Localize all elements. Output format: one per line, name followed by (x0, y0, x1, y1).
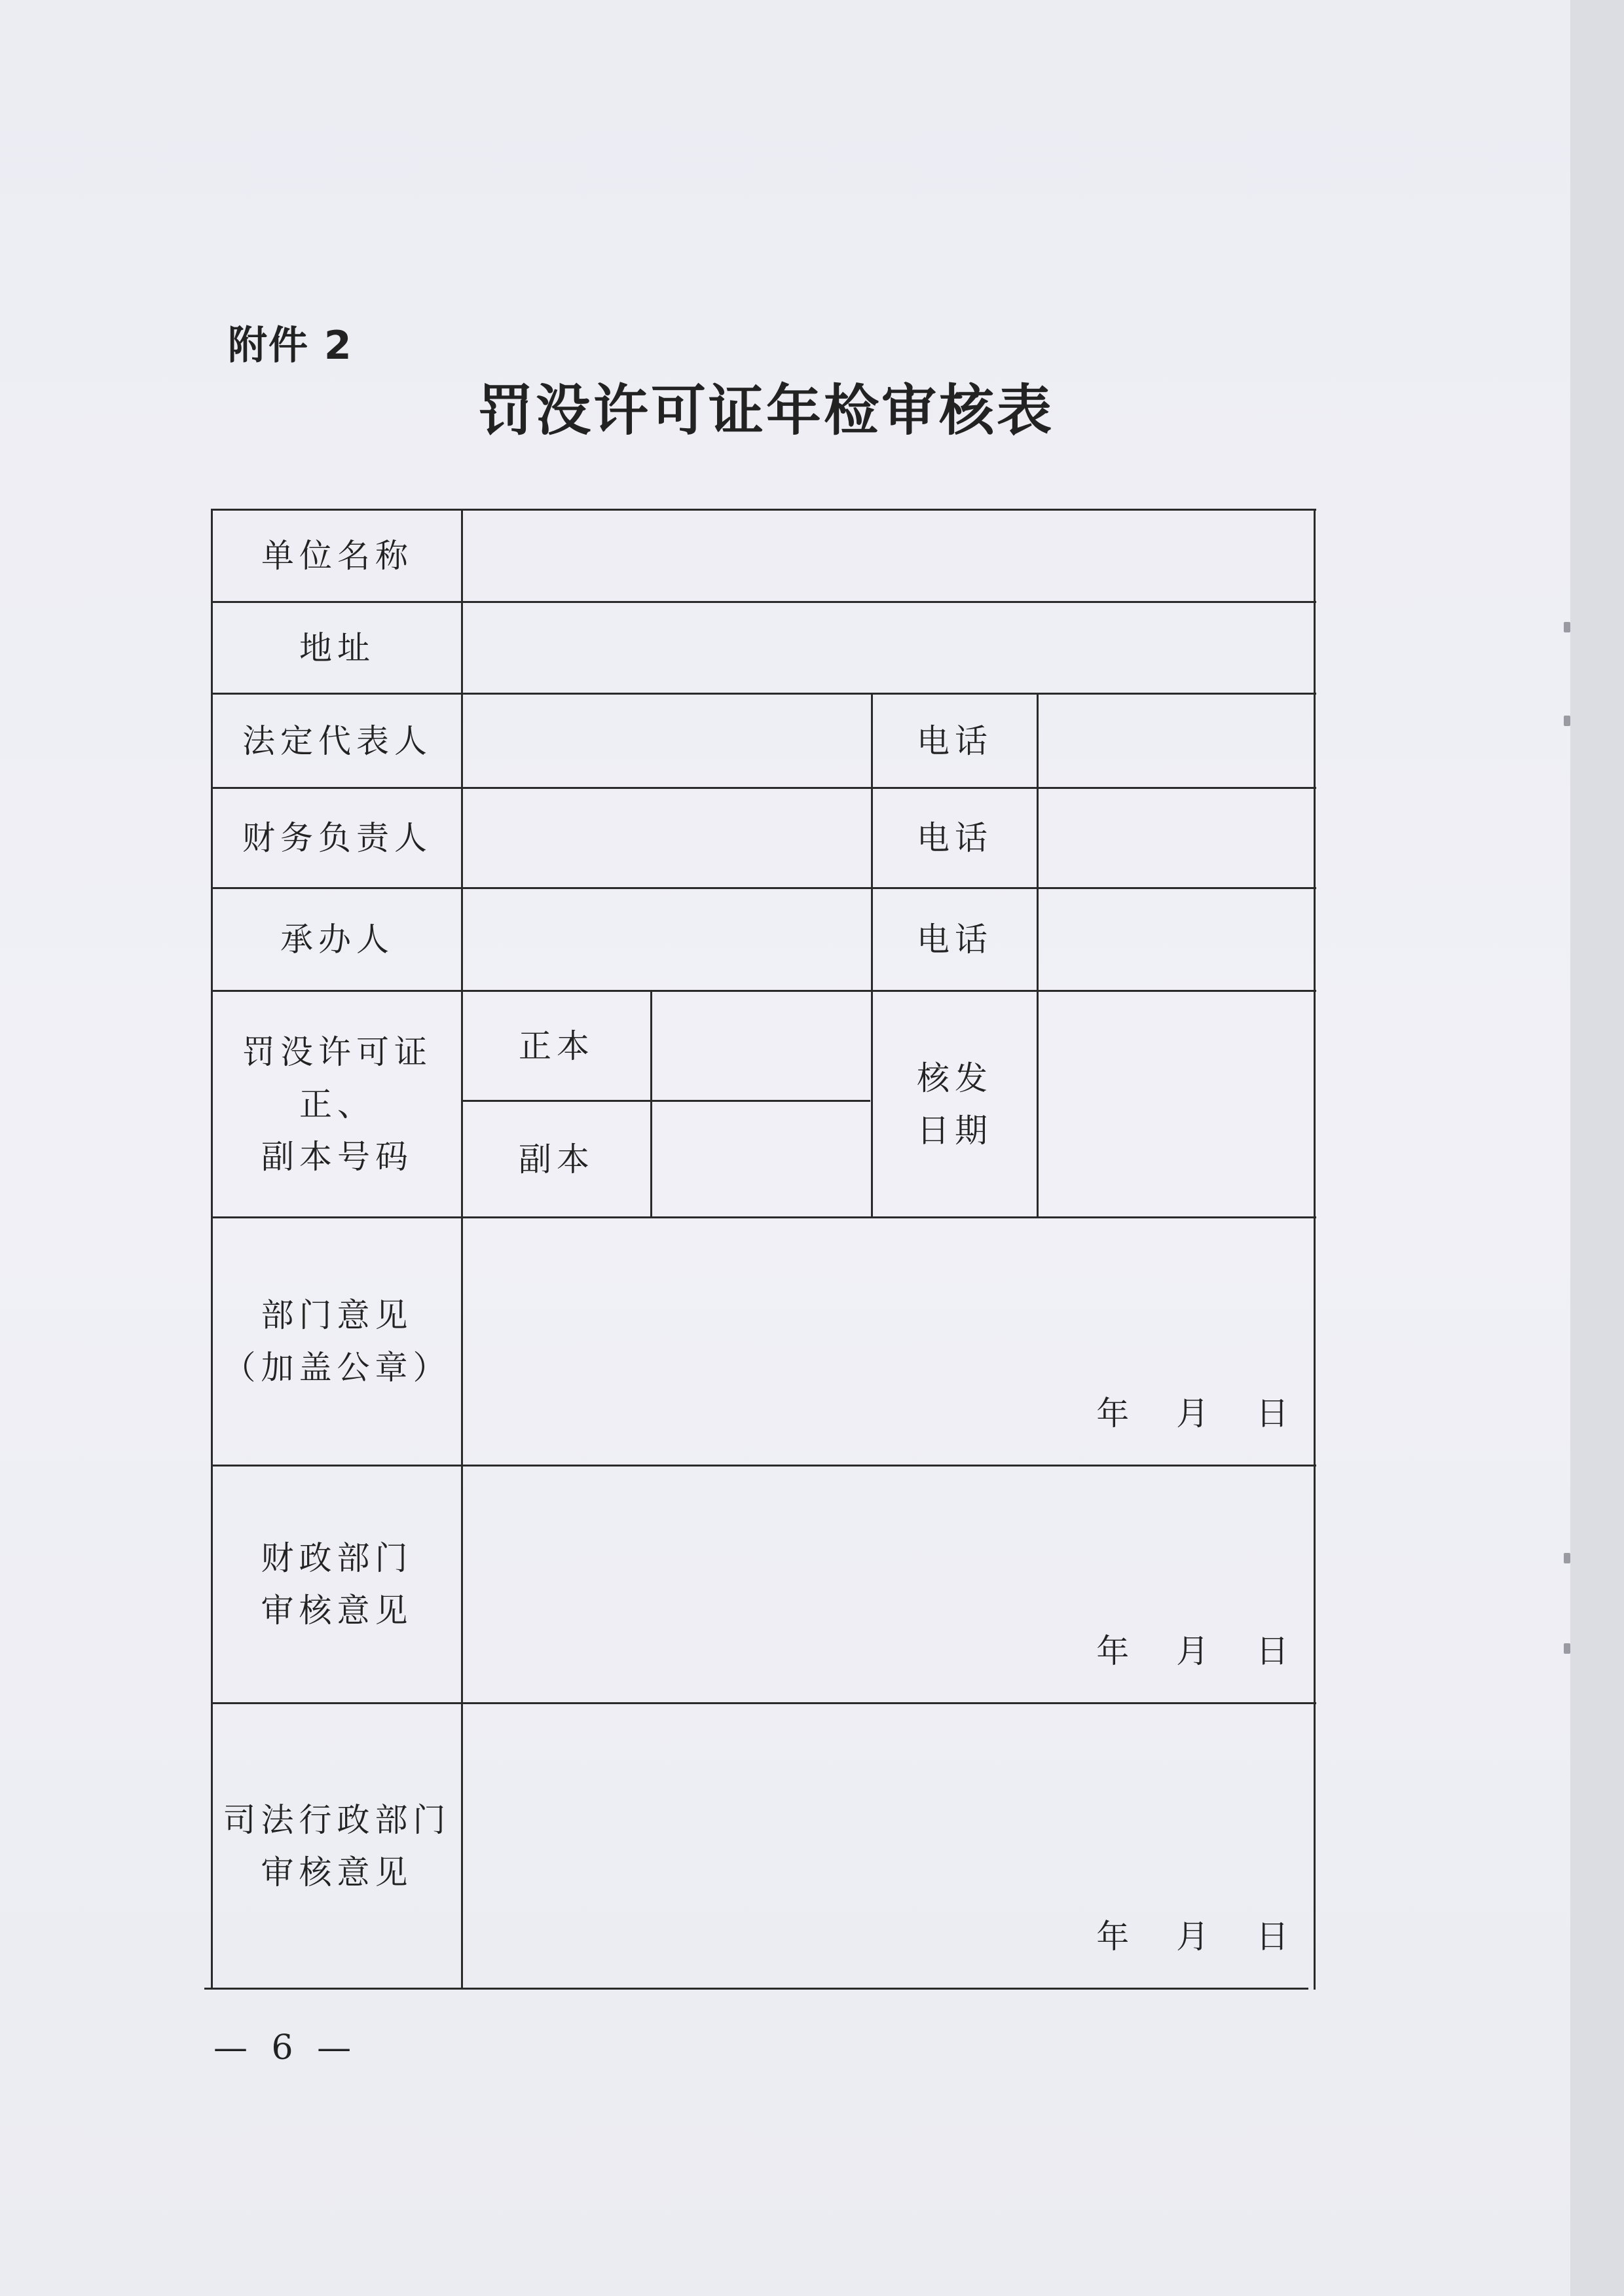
issue-date-label-line2: 日期 (917, 1111, 993, 1150)
copy-label (463, 1102, 650, 1216)
issue-date-field[interactable] (1039, 992, 1314, 1216)
legal-rep-field[interactable] (463, 695, 871, 787)
unit-name-label (213, 511, 462, 601)
justice-review-label-line1: 司法行政部门 (223, 1800, 451, 1839)
document-title: 罚没许可证年检审核表 (477, 378, 1054, 443)
finance-review-date: 年 月 日 (1096, 1632, 1294, 1670)
address-label (213, 603, 462, 693)
finance-head-field[interactable] (463, 789, 871, 887)
phone-label-text: 电话 (917, 819, 993, 857)
table-right-border (1314, 509, 1316, 1990)
attachment-label: 附件 2 (228, 323, 353, 369)
phone-label-text: 电话 (917, 920, 993, 958)
finance-head-phone-field[interactable] (1039, 789, 1314, 887)
issue-date-label (873, 992, 1037, 1216)
copy-number-field[interactable] (652, 1102, 871, 1216)
finance-head-label (213, 789, 462, 887)
edge-mark (1564, 1553, 1570, 1563)
finance-head-phone-label (873, 789, 1037, 887)
justice-review-label (213, 1704, 461, 1988)
copy-label-text: 副本 (519, 1140, 595, 1178)
finance-head-label-text: 财务负责人 (242, 819, 432, 857)
handler-phone-field[interactable] (1039, 889, 1314, 990)
phone-label-text: 电话 (917, 721, 993, 760)
handler-label-text: 承办人 (280, 920, 394, 958)
dept-opinion-label (213, 1218, 461, 1465)
paper-edge (1570, 0, 1624, 2296)
license-number-label-line1: 罚没许可证正、 (242, 1032, 432, 1123)
address-label-text: 地址 (299, 629, 375, 667)
original-label-text: 正本 (519, 1027, 595, 1065)
handler-label (213, 889, 462, 990)
license-number-label (213, 992, 462, 1216)
original-number-field[interactable] (652, 992, 871, 1100)
page-number: — 6 — (213, 2028, 358, 2068)
legal-rep-phone-label (873, 695, 1037, 787)
justice-review-label-line2: 审核意见 (261, 1853, 413, 1891)
finance-review-field[interactable] (463, 1467, 1314, 1702)
justice-review-date: 年 月 日 (1096, 1918, 1294, 1956)
edge-mark (1564, 622, 1570, 632)
finance-review-label-line2: 审核意见 (261, 1592, 413, 1630)
legal-rep-phone-field[interactable] (1039, 695, 1314, 787)
dept-opinion-label-line1: 部门意见 (261, 1296, 413, 1334)
dept-opinion-field[interactable] (463, 1218, 1314, 1465)
finance-review-label-line1: 财政部门 (261, 1539, 413, 1577)
address-field[interactable] (463, 603, 1314, 693)
edge-mark (1564, 1643, 1570, 1654)
finance-review-label (213, 1467, 461, 1702)
table-bottom-border (204, 1988, 1308, 1990)
edge-mark (1564, 716, 1570, 726)
license-number-label-line2: 副本号码 (261, 1137, 413, 1176)
legal-rep-label-text: 法定代表人 (242, 721, 432, 760)
dept-opinion-date: 年 月 日 (1096, 1394, 1294, 1432)
dept-opinion-label-line2: （加盖公章） (223, 1349, 451, 1387)
original-label (463, 992, 650, 1100)
legal-rep-label (213, 695, 462, 787)
handler-field[interactable] (463, 889, 871, 990)
handler-phone-label (873, 889, 1037, 990)
justice-review-field[interactable] (463, 1704, 1314, 1988)
unit-name-label-text: 单位名称 (261, 537, 413, 575)
issue-date-label-line1: 核发 (917, 1059, 993, 1097)
unit-name-field[interactable] (463, 511, 1314, 601)
